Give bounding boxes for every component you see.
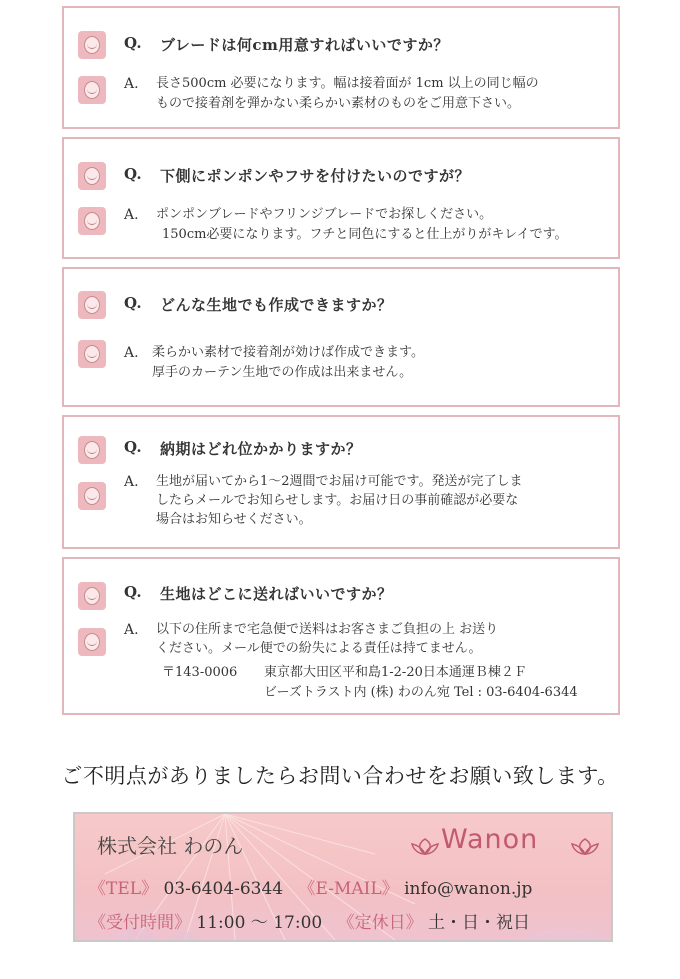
avatar-icon [78, 76, 106, 104]
answer-line: したらメールでお知らせします。お届け日の事前確認が必要な [156, 493, 519, 508]
email-value[interactable]: info@wanon.jp [404, 879, 533, 899]
question-text: ブレードは何cm用意すればいいですか？ [160, 36, 449, 54]
a-mark: A. [124, 207, 139, 223]
avatar-icon [78, 162, 106, 190]
holiday-value: 土・日・祝日 [428, 913, 531, 933]
a-mark: A. [124, 622, 139, 638]
avatar-icon [78, 291, 106, 319]
faq-box-4 [62, 415, 620, 549]
q-mark: Q. [124, 165, 142, 183]
answer-line: 場合はお知らせください。 [156, 512, 312, 527]
lotus-left-icon [411, 838, 439, 856]
avatar-icon [78, 628, 106, 656]
answer-line: 厚手のカーテン生地での作成は出来ません。 [152, 365, 413, 380]
a-mark: A. [124, 345, 139, 361]
answer-line: 以下の住所まで宅急便で送料はお客さまご負担の上 お送り [156, 622, 499, 637]
tel-label: 《TEL》 [89, 879, 159, 899]
question-text: どんな生地でも作成できますか？ [160, 296, 393, 314]
faq-box-3 [62, 267, 620, 407]
answer-line: ポンポンブレードやフリンジブレードでお探しください。 [156, 207, 493, 222]
avatar-icon [78, 582, 106, 610]
q-mark: Q. [124, 438, 142, 456]
contact-line-2 [89, 908, 530, 933]
contact-line-1 [89, 874, 532, 899]
lotus-right-icon [571, 838, 599, 856]
hours-value: 11:00 〜 17:00 [196, 913, 323, 933]
a-mark: A. [124, 76, 139, 92]
email-label: 《E-MAIL》 [298, 879, 399, 899]
answer-line: もので接着剤を弾かない柔らかい素材のものをご用意下さい。 [156, 96, 521, 111]
question-text: 納期はどれ位かかりますか？ [160, 440, 362, 458]
answer-line: 150cm必要になります。フチと同色にすると仕上がりがキレイです。 [162, 227, 568, 242]
q-mark: Q. [124, 34, 142, 52]
closing-note: ご不明点がありましたらお問い合わせをお願い致します。 [61, 764, 619, 788]
address-line: 東京都大田区平和島1-2-20日本通運Ｂ棟２Ｆ [264, 665, 527, 680]
a-mark: A. [124, 474, 139, 490]
avatar-icon [78, 31, 106, 59]
avatar-icon [78, 340, 106, 368]
address-line: ビーズトラスト内 (株) わのん宛 Tel : 03-6404-6344 [264, 685, 578, 700]
holiday-label: 《定休日》 [337, 913, 423, 933]
contact-card [73, 812, 613, 942]
q-mark: Q. [124, 583, 142, 601]
q-mark: Q. [124, 294, 142, 312]
faq-box-1 [62, 6, 620, 129]
answer-line: ください。メール便での紛失による責任は持てません。 [156, 641, 482, 656]
answer-line: 柔らかい素材で接着剤が効けば作成できます。 [152, 345, 424, 360]
tel-value: 03-6404-6344 [163, 879, 284, 899]
postal-code: 〒143-0006 [162, 665, 238, 680]
wanon-logo [411, 824, 601, 858]
avatar-icon [78, 207, 106, 235]
answer-line: 長さ500cm 必要になります。幅は接着面が 1cm 以上の同じ幅の [156, 76, 539, 91]
faq-box-2 [62, 137, 620, 259]
question-text: 生地はどこに送ればいいですか？ [160, 585, 393, 603]
avatar-icon [78, 436, 106, 464]
logo-text: Wanon [441, 824, 539, 855]
answer-line: 生地が届いてから1〜2週間でお届け可能です。発送が完了しま [156, 474, 523, 489]
avatar-icon [78, 482, 106, 510]
faq-box-5 [62, 557, 620, 715]
hours-label: 《受付時間》 [89, 913, 191, 933]
question-text: 下側にポンポンやフサを付けたいのですが？ [160, 167, 471, 185]
company-name: 株式会社 わのん [97, 834, 244, 858]
